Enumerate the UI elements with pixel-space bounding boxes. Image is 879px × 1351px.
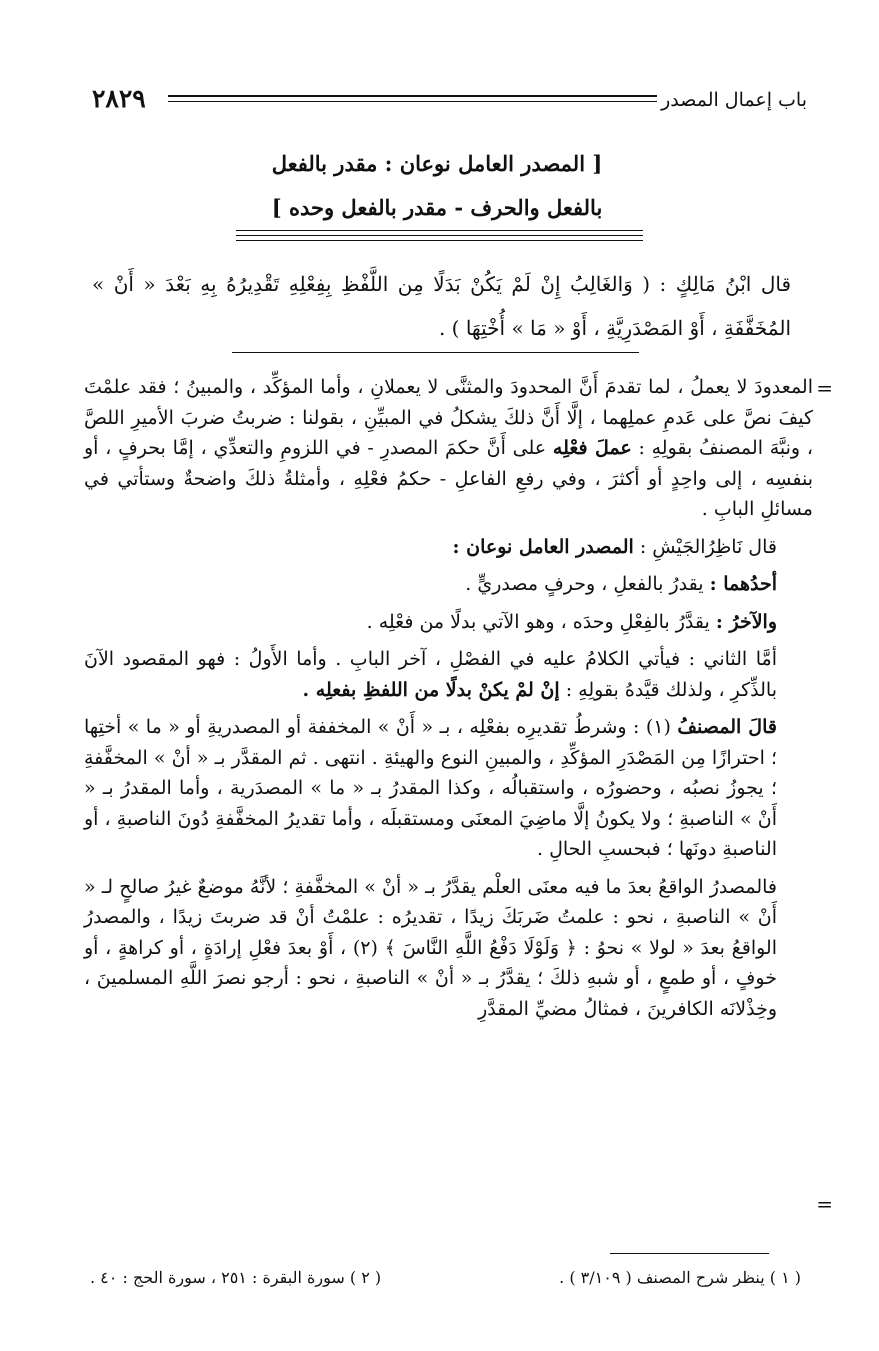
paragraph-text: يقدَّرُ بالفِعْلِ وحدَه ، وهو الآتي بدلًا من فعْلِه . [366, 610, 710, 633]
paragraph-text: المعدودَ لا يعملُ ، لما تقدمَ أَنَّ المحدودَ والمثنَّى لا يعملانِ ، وأما المؤكِّد ، والمبينُ ؛ فقد علمْتَ كيفَ نصَّ على عَدمِ عملِهما ، إلَّا أَنَّ ذلكَ يشكلُ في المبيِّنِ ، بقولنا : ضربتُ ضربَ الأميرِ اللصَّ ، ونبَّهَ المصنفُ بقولِهِ : [84, 376, 813, 459]
section-title-line-2: بالفعل والحرف - مقدر بالفعل وحده ] [271, 195, 603, 220]
header-rule-thin [168, 101, 657, 102]
quoted-term: أحدُهما : [709, 573, 777, 595]
paragraph-text: أمَّا الثاني : فيأتي الكلامُ عليه في الفصْلِ ، آخر البابِ . وأما الأَولُ : فهو المقصود الآنَ بالذِّكرِ ، ولذلك قيَّدهُ بقولِهِ : [84, 648, 777, 701]
footnote-2: ( ٢ ) سورة البقرة : ٢٥١ ، سورة الحج : ٤٠ . [90, 1268, 382, 1287]
running-header [92, 84, 807, 116]
paragraph [84, 532, 813, 563]
paragraph [84, 607, 813, 638]
chapter-title: باب إعمال المصدر [661, 89, 807, 111]
paragraph [84, 569, 813, 600]
title-rule [236, 230, 643, 231]
quote-separator [232, 352, 639, 353]
quoted-term: قالَ المصنفُ [677, 716, 777, 738]
title-rule [236, 240, 643, 241]
section-title [230, 142, 644, 230]
quote-speaker: قال ابْنُ مَالِكٍ [675, 272, 792, 296]
paragraph-text: (١) : وشرطُ تقديرِه بفعْلِه ، بـ « أَنْ » المخففة أو المصدريةِ أو « ما » أختِها ؛ احترازًا مِن المَصْدَرِ المؤكِّدِ ، والمبينِ النوع والهيئةِ . انتهى . ثم المقدَّر بـ « أنْ » المخفَّفةِ ؛ يجوزُ نصبُه ، وحضورُه ، واستقبالُه ، وكذا المقدرُ بـ « ما » المصدَرية ، وأما المقدرُ بـ « أَنْ » الناصبةِ ؛ ولا يكونُ إلَّا ماضِيَ المعنَى ومستقبلَه ، وأما تقديرُ المخفَّفةِ دُونَ الناصبةِ ، أو الناصبةِ دونَها ؛ فبحسبِ الحالِ . [84, 716, 777, 860]
quoted-term: عملَ فعْلِه [552, 437, 632, 459]
quoted-term: والآخرُ : [715, 610, 777, 633]
footnotes [90, 1268, 801, 1298]
quoted-term: إنْ لمْ يكنْ بدلًا من اللفظِ بفعلِه . [302, 678, 560, 701]
continuation-mark: = [816, 376, 833, 400]
header-rule [168, 95, 657, 97]
footnote-rule [610, 1253, 769, 1254]
paragraph [84, 872, 813, 1025]
continuation-mark: = [816, 1192, 833, 1216]
paragraph-text: يقدرُ بالفعلِ ، وحرفٍ مصدريٍّ . [465, 573, 704, 595]
title-rule [236, 235, 643, 236]
paragraph [84, 644, 813, 705]
section-title-line-1: [ المصدر العامل نوعان : مقدر بالفعل [271, 151, 603, 176]
commentary-body [84, 372, 813, 1024]
paragraph [84, 712, 813, 865]
paragraph-text: على أَنَّ حكمَ المصدرِ - في اللزومِ والتعدِّي ، إمَّا بحرفٍ ، أو بنفسِه ، إلى واحِدٍ أو أكثرَ ، وفي رفعِ الفاعلِ - حكمُ فعْلِهِ ، وأمثلةُ ذلكَ واضحةٌ وستأتي في مسائلِ البابِ . [84, 437, 813, 520]
quote-text: : ( وَالغَالِبُ إِنْ لَمْ يَكُنْ بَدَلًا مِن اللَّفْظِ بِفِعْلِهِ تَقْدِيرُهُ بِهِ بَعْدَ « أَنْ » المُخَفَّفَةِ ، أَوْ المَصْدَرِيَّةِ ، أَوْ « مَا » أُخْتِهَا ) . [92, 272, 791, 340]
page-number: ٢٨٢٩ [92, 84, 146, 113]
author-quote [92, 262, 791, 350]
paragraph-text: فالمصدرُ الواقعُ بعدَ ما فيه معنَى العلْم يقدَّرُ بـ « أنْ » المخفَّفةِ ؛ لأنَّهُ موضعٌ غيرُ صالحٍ لـ « أَنْ » الناصبةِ ، نحو : علمتُ ضَربَكَ زيدًا ، تقديرُه : علمْتُ أنْ قد ضربتَ زيدًا ، والمصدرُ الواقعُ بعدَ « لولا » نحوُ : ﴿ وَلَوْلَا دَفْعُ اللَّهِ النَّاسَ ﴾ (٢) ، أَوْ بعدَ فعْلِ إرادَةٍ ، أو كراهةٍ ، أو خوفٍ ، أو طمعٍ ، أو شبهِ ذلكَ ؛ يقدَّرُ بـ « أنْ » الناصبةِ ، نحو : أرجو نصرَ اللَّهِ المسلمينَ ، وخِذْلانَه الكافرينَ ، فمثالُ مضيِّ المقدَّرِ [84, 875, 777, 1020]
paragraph [84, 372, 813, 525]
quoted-term: المصدر العامل نوعان : [452, 535, 634, 558]
paragraph-text: قال نَاظِرُالجَيْشِ : [639, 535, 777, 558]
footnote-1: ( ١ ) ينظر شرح المصنف ( ٣/١٠٩ ) . [559, 1268, 801, 1287]
